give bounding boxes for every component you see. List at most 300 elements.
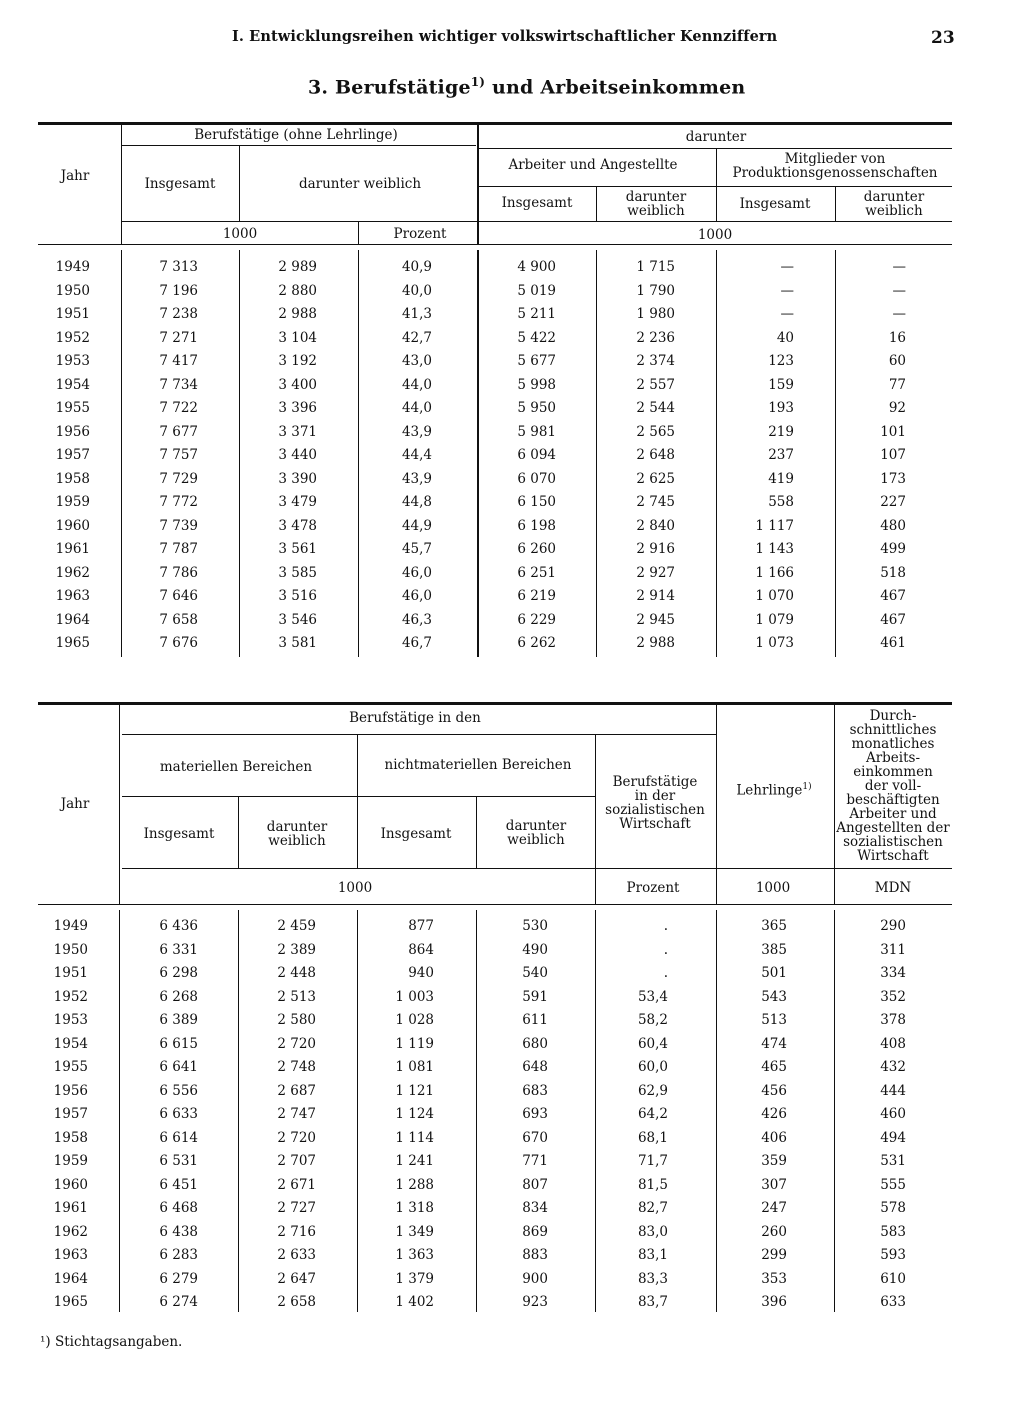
header-materiellen: materiellen Bereichen (159, 759, 313, 775)
header-lehrlinge-text: Lehrlinge (736, 782, 803, 799)
header-n-insgesamt: Insgesamt (380, 826, 452, 842)
data-cell: 2 927 (636, 564, 675, 581)
header-aa-weiblich (626, 190, 686, 218)
data-cell: 44,4 (401, 447, 432, 463)
header-line: in der (634, 788, 676, 804)
data-cell: 5 211 (517, 306, 556, 322)
data-cell: 43,9 (401, 470, 432, 487)
data-cell: 68,1 (637, 1129, 668, 1146)
data-cell: 123 (768, 353, 794, 369)
unit-mdn: MDN (874, 880, 912, 896)
data-cell: 6 274 (159, 1294, 198, 1310)
data-cell: 237 (768, 447, 794, 463)
data-cell: 2 236 (636, 329, 675, 346)
data-cell: 1 028 (395, 1012, 434, 1028)
data-cell: 2 989 (278, 259, 317, 275)
year-cell: 1962 (53, 1223, 88, 1240)
year-cell: 1957 (53, 1106, 88, 1122)
data-cell: . (663, 965, 668, 981)
data-cell: 1 081 (395, 1059, 434, 1075)
data-cell: 2 557 (636, 376, 675, 393)
header-line: darunter (505, 818, 567, 834)
data-cell: 307 (761, 1176, 787, 1193)
data-cell: 2 448 (277, 965, 316, 981)
header-line: darunter (266, 819, 328, 835)
year-cell: 1951 (55, 306, 90, 322)
page-number: 23 (931, 28, 955, 48)
data-cell: 864 (408, 941, 434, 958)
data-cell: 558 (768, 494, 794, 510)
data-cell: 1 980 (636, 306, 675, 322)
data-cell: 7 787 (159, 541, 198, 557)
table-2-divider (357, 910, 358, 1312)
data-cell: 6 615 (159, 1035, 198, 1052)
data-cell: 44,0 (401, 376, 432, 393)
data-cell: 6 229 (517, 611, 556, 628)
header-line: weiblich (507, 832, 565, 848)
data-cell: 6 641 (159, 1059, 198, 1075)
data-cell: 6 251 (517, 564, 556, 581)
data-cell: 593 (880, 1247, 906, 1263)
data-cell: 2 544 (636, 400, 675, 416)
header-jahr: Jahr (60, 168, 90, 184)
header-lehrlinge-footnote-mark: 1) (802, 782, 812, 792)
year-cell: 1965 (55, 635, 90, 651)
unit-prozent: Prozent (393, 226, 447, 242)
table-2-divider (595, 910, 596, 1312)
data-cell: 2 880 (278, 282, 317, 299)
table-2-rule (122, 868, 952, 869)
data-cell: 5 950 (517, 400, 556, 416)
data-cell: 16 (888, 329, 906, 346)
data-cell: 44,8 (401, 494, 432, 510)
data-cell: 353 (761, 1270, 787, 1287)
data-cell: 923 (522, 1294, 548, 1310)
header-mitglieder-line: Produktionsgenossenschaften (732, 165, 938, 181)
data-cell: 610 (880, 1270, 906, 1287)
header-arbeiter-angestellte: Arbeiter und Angestellte (508, 157, 678, 173)
data-cell: 3 400 (278, 376, 317, 393)
year-cell: 1963 (53, 1247, 88, 1263)
data-cell: 46,3 (401, 611, 432, 628)
data-cell: 1 379 (395, 1270, 434, 1287)
year-cell: 1953 (55, 353, 90, 369)
year-cell: 1950 (55, 282, 90, 299)
year-cell: 1958 (55, 470, 90, 487)
data-cell: 7 238 (159, 306, 198, 322)
data-cell: 2 389 (277, 941, 316, 958)
data-cell: 6 389 (159, 1012, 198, 1028)
data-cell: 518 (880, 564, 906, 581)
data-cell: 2 720 (277, 1129, 316, 1146)
data-cell: 1 402 (395, 1294, 434, 1310)
data-cell: 2 647 (277, 1270, 316, 1287)
data-cell: 1 790 (636, 282, 675, 299)
data-cell: 426 (761, 1106, 787, 1122)
table-2-divider (119, 910, 120, 1312)
data-cell: 480 (880, 517, 906, 534)
year-cell: 1957 (55, 447, 90, 463)
data-cell: 1 070 (755, 588, 794, 604)
data-cell: 365 (761, 918, 787, 934)
data-cell: 299 (761, 1247, 787, 1263)
data-cell: 64,2 (637, 1106, 668, 1122)
data-cell: 467 (880, 588, 906, 604)
data-cell: 2 707 (277, 1153, 316, 1169)
table-1-rule (122, 221, 952, 222)
data-cell: 2 747 (277, 1106, 316, 1122)
data-cell: 6 531 (159, 1153, 198, 1169)
data-cell: 7 658 (159, 611, 198, 628)
data-cell: 45,7 (401, 541, 432, 557)
header-line: Durch- (869, 708, 917, 724)
data-cell: 71,7 (637, 1153, 668, 1169)
data-cell: 42,7 (401, 329, 432, 346)
data-cell: 2 720 (277, 1035, 316, 1052)
data-cell: 2 687 (277, 1082, 316, 1099)
data-cell: 173 (880, 470, 906, 487)
data-cell: 107 (880, 447, 906, 463)
data-cell: 7 271 (159, 329, 198, 346)
header-line: sozialistischen (843, 834, 943, 850)
data-cell: 334 (880, 965, 906, 981)
data-cell: 53,4 (637, 988, 668, 1005)
year-cell: 1949 (55, 259, 90, 275)
header-m-insgesamt: Insgesamt (143, 826, 215, 842)
data-cell: 6 283 (159, 1247, 198, 1263)
data-cell: 3 371 (278, 423, 317, 440)
data-cell: 82,7 (637, 1200, 668, 1216)
header-line: Berufstätige (612, 774, 698, 790)
table-1-divider (239, 146, 240, 221)
data-cell: 6 298 (159, 965, 198, 981)
data-cell: 6 279 (159, 1270, 198, 1287)
data-cell: 6 556 (159, 1082, 198, 1099)
table-2-divider (357, 735, 358, 868)
data-cell: 1 166 (755, 564, 794, 581)
header-nichtmateriellen: nichtmateriellen Bereichen (384, 757, 572, 773)
data-cell: 2 988 (278, 306, 317, 322)
data-cell: 260 (761, 1223, 787, 1240)
data-cell: 1 121 (395, 1082, 434, 1099)
data-cell: 290 (880, 918, 906, 934)
data-cell: 2 658 (277, 1294, 316, 1310)
data-cell: 83,1 (637, 1247, 668, 1263)
footnote (40, 1334, 182, 1350)
year-cell: 1956 (55, 423, 90, 440)
data-cell: 2 988 (636, 635, 675, 651)
year-cell: 1964 (53, 1270, 88, 1287)
data-cell: 7 676 (159, 635, 198, 651)
table-2-rule (122, 796, 596, 797)
header-line: darunter (625, 189, 687, 205)
year-cell: 1964 (55, 611, 90, 628)
data-cell: — (780, 306, 794, 322)
header-line: weiblich (268, 833, 326, 849)
data-cell: 6 614 (159, 1129, 198, 1146)
data-cell: 771 (522, 1153, 548, 1169)
data-cell: 44,0 (401, 400, 432, 416)
data-cell: 60 (888, 353, 906, 369)
data-cell: 7 722 (159, 400, 198, 416)
table-1-rule (122, 145, 476, 146)
data-cell: 877 (408, 918, 434, 934)
data-cell: 1 003 (395, 988, 434, 1005)
data-cell: 6 331 (159, 941, 198, 958)
data-cell: 555 (880, 1176, 906, 1193)
table-2-divider (238, 910, 239, 1312)
data-cell: 83,0 (637, 1223, 668, 1240)
data-cell: 648 (522, 1059, 548, 1075)
data-cell: 900 (522, 1270, 548, 1287)
header-n-weiblich (506, 819, 566, 847)
data-cell: 670 (522, 1129, 548, 1146)
data-cell: 6 633 (159, 1106, 198, 1122)
year-cell: 1953 (53, 1012, 88, 1028)
running-head: I. Entwicklungsreihen wichtiger volkswirtschaftlicher Kennziffern (232, 28, 778, 45)
data-cell: 807 (522, 1176, 548, 1193)
data-cell: 869 (522, 1223, 548, 1240)
header-line: der voll- (864, 778, 922, 794)
footnote-mark: ¹) (40, 1334, 51, 1350)
data-cell: 465 (761, 1059, 787, 1075)
data-cell: 2 716 (277, 1223, 316, 1240)
data-cell: 7 677 (159, 423, 198, 440)
data-cell: 3 479 (278, 494, 317, 510)
data-cell: 83,3 (637, 1270, 668, 1287)
year-cell: 1960 (53, 1176, 88, 1193)
data-cell: 396 (761, 1294, 787, 1310)
table-1-divider (835, 250, 836, 657)
data-cell: 3 192 (278, 353, 317, 369)
data-cell: 1 363 (395, 1247, 434, 1263)
data-cell: 406 (761, 1129, 787, 1146)
data-cell: 583 (880, 1223, 906, 1240)
table-2-divider (476, 910, 477, 1312)
data-cell: 2 745 (636, 494, 675, 510)
data-cell: 591 (522, 988, 548, 1005)
data-cell: 6 260 (517, 541, 556, 557)
data-cell: 311 (880, 941, 906, 958)
table-1-divider (596, 250, 597, 657)
data-cell: 77 (888, 376, 906, 393)
year-cell: 1961 (55, 541, 90, 557)
data-cell: 1 143 (755, 541, 794, 557)
data-cell: 540 (522, 965, 548, 981)
data-cell: 499 (880, 541, 906, 557)
data-cell: 680 (522, 1035, 548, 1052)
data-cell: 62,9 (637, 1082, 668, 1099)
title-prefix: 3. Berufstätige (308, 76, 471, 99)
table-2-divider (834, 910, 835, 1312)
data-cell: 7 757 (159, 447, 198, 463)
data-cell: 44,9 (401, 517, 432, 534)
table-1-divider (477, 250, 479, 657)
data-cell: 219 (768, 423, 794, 440)
table-2-divider (119, 704, 120, 904)
data-cell: 3 390 (278, 470, 317, 487)
data-cell: 883 (522, 1247, 548, 1263)
year-cell: 1954 (53, 1035, 88, 1052)
header-line: Arbeits- (865, 750, 921, 766)
data-cell: 1 114 (395, 1129, 434, 1146)
header-mitglieder-line: Mitglieder von (784, 151, 886, 167)
year-cell: 1955 (53, 1059, 88, 1075)
header-m-weiblich (267, 820, 327, 848)
footnote-text: Stichtagsangaben. (54, 1334, 183, 1350)
header-sozialistische-wirtschaft (605, 775, 705, 831)
table-1-top-rule (38, 122, 952, 125)
data-cell: 1 073 (755, 635, 794, 651)
data-cell: 2 459 (277, 918, 316, 934)
data-cell: 2 648 (636, 447, 675, 463)
data-cell: 1 241 (395, 1153, 434, 1169)
data-cell: 159 (768, 376, 794, 393)
data-cell: 4 900 (517, 259, 556, 275)
data-cell: 378 (880, 1012, 906, 1028)
table-2-header-bottom-rule (38, 904, 952, 905)
data-cell: 6 438 (159, 1223, 198, 1240)
data-cell: 5 677 (517, 353, 556, 369)
data-cell: 1 715 (636, 259, 675, 275)
data-cell: 2 671 (277, 1176, 316, 1193)
data-cell: 40,0 (401, 282, 432, 299)
data-cell: 7 646 (159, 588, 198, 604)
year-cell: 1963 (55, 588, 90, 604)
data-cell: 6 219 (517, 588, 556, 604)
data-cell: 467 (880, 611, 906, 628)
table-1-divider (477, 124, 479, 244)
data-cell: 531 (880, 1153, 906, 1169)
data-cell: 40,9 (401, 259, 432, 275)
data-cell: 530 (522, 918, 548, 934)
year-cell: 1949 (53, 918, 88, 934)
header-line: einkommen (853, 764, 933, 780)
data-cell: 3 440 (278, 447, 317, 463)
table-1-divider (835, 186, 836, 221)
data-cell: 60,0 (637, 1059, 668, 1075)
table-1-header-bottom-rule (38, 244, 952, 245)
header-line: schnittliches (849, 722, 937, 738)
header-darunter: darunter (685, 129, 747, 145)
table-2-divider (834, 704, 835, 904)
header-jahr: Jahr (60, 796, 90, 812)
data-cell: 5 981 (517, 423, 556, 440)
data-cell: 940 (408, 965, 434, 981)
year-cell: 1962 (55, 564, 90, 581)
data-cell: 578 (880, 1200, 906, 1216)
data-cell: 7 739 (159, 517, 198, 534)
table-1-divider (358, 250, 359, 657)
data-cell: 43,0 (401, 353, 432, 369)
table-1-rule (478, 186, 952, 187)
header-line: Angestellten der (836, 820, 950, 836)
header-darunter-weiblich: darunter weiblich (298, 176, 422, 192)
data-cell: 2 840 (636, 517, 675, 534)
header-line: darunter (863, 189, 925, 205)
table-2-divider (716, 704, 717, 904)
data-cell: 7 196 (159, 282, 198, 299)
data-cell: 3 104 (278, 329, 317, 346)
data-cell: 1 318 (395, 1200, 434, 1216)
data-cell: 92 (888, 400, 906, 416)
year-cell: 1959 (55, 494, 90, 510)
year-cell: 1958 (53, 1129, 88, 1146)
data-cell: 2 513 (277, 988, 316, 1005)
data-cell: 432 (880, 1059, 906, 1075)
data-cell: 3 561 (278, 541, 317, 557)
header-mitglieder (732, 152, 937, 180)
table-2-divider (238, 797, 239, 868)
data-cell: 227 (880, 494, 906, 510)
data-cell: 1 117 (755, 517, 794, 534)
data-cell: 1 119 (395, 1035, 434, 1052)
data-cell: 2 565 (636, 423, 675, 440)
data-cell: 3 396 (278, 400, 317, 416)
year-cell: 1952 (55, 329, 90, 346)
title-footnote-mark: 1) (470, 75, 486, 89)
data-cell: 3 478 (278, 517, 317, 534)
data-cell: 81,5 (637, 1176, 668, 1193)
data-cell: — (780, 282, 794, 299)
header-mp-weiblich (864, 190, 924, 218)
data-cell: — (892, 306, 906, 322)
data-cell: 6 198 (517, 517, 556, 534)
data-cell: — (780, 259, 794, 275)
data-cell: 46,0 (401, 588, 432, 604)
table-2-divider (595, 735, 596, 904)
header-line: Wirtschaft (619, 816, 691, 832)
year-cell: 1955 (55, 400, 90, 416)
data-cell: 543 (761, 988, 787, 1005)
table-1-divider (121, 250, 122, 657)
data-cell: 2 625 (636, 470, 675, 487)
table-1-divider (596, 186, 597, 221)
header-line: Arbeiter und (849, 806, 937, 822)
data-cell: 1 124 (395, 1106, 434, 1122)
data-cell: 60,4 (637, 1035, 668, 1052)
table-1-divider (716, 149, 717, 221)
title-suffix: und Arbeitseinkommen (485, 76, 746, 99)
year-cell: 1961 (53, 1200, 88, 1216)
data-cell: 1 349 (395, 1223, 434, 1240)
data-cell: . (663, 918, 668, 934)
data-cell: 7 313 (159, 259, 198, 275)
unit-prozent: Prozent (626, 880, 680, 896)
data-cell: 7 786 (159, 564, 198, 581)
data-cell: 7 729 (159, 470, 198, 487)
data-cell: 385 (761, 941, 787, 958)
data-cell: 633 (880, 1294, 906, 1310)
header-line: weiblich (627, 203, 685, 219)
data-cell: 7 772 (159, 494, 198, 510)
data-cell: 40 (776, 329, 794, 346)
data-cell: 7 734 (159, 376, 198, 393)
unit-1000: 1000 (337, 880, 373, 896)
data-cell: 43,9 (401, 423, 432, 440)
data-cell: — (892, 259, 906, 275)
year-cell: 1950 (53, 941, 88, 958)
header-line: monatliches (851, 736, 935, 752)
data-cell: 460 (880, 1106, 906, 1122)
data-cell: 41,3 (401, 306, 432, 322)
data-cell: 83,7 (637, 1294, 668, 1310)
data-cell: 352 (880, 988, 906, 1005)
table-2-divider (716, 910, 717, 1312)
header-mp-insgesamt: Insgesamt (739, 196, 811, 212)
header-line: weiblich (865, 203, 923, 219)
data-cell: 5 019 (517, 282, 556, 299)
